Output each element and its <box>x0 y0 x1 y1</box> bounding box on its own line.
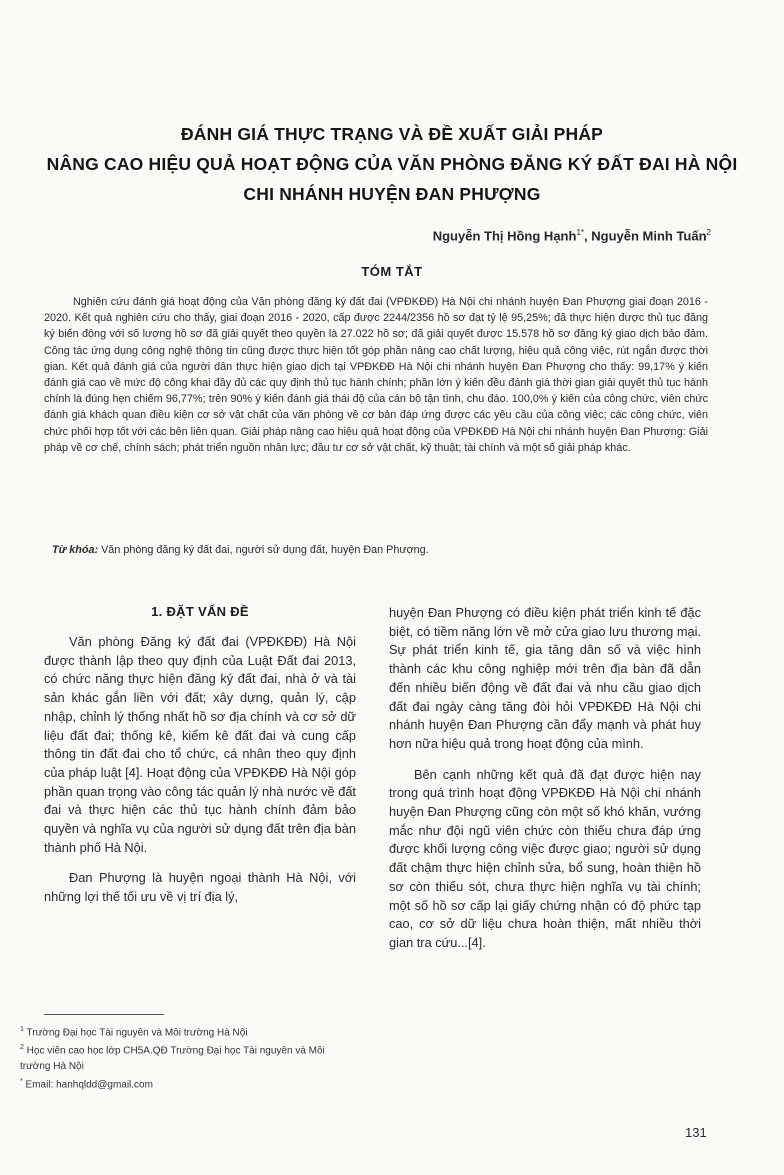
title-line-1: ĐÁNH GIÁ THỰC TRẠNG VÀ ĐỀ XUẤT GIẢI PHÁP <box>180 124 604 144</box>
title-line-2: NÂNG CAO HIỆU QUẢ HOẠT ĐỘNG CỦA VĂN PHÒNG ĐĂNG KÝ ĐẤT ĐAI HÀ NỘI <box>46 154 738 174</box>
footnote <box>20 1022 350 1040</box>
author-affiliation-marker: 1* <box>576 228 584 237</box>
abstract-heading: TÓM TẮT <box>361 264 423 279</box>
body-paragraph: huyện Đan Phượng có điều kiện phát triển kinh tế đặc biệt, có tiềm năng lớn về mở cửa giao lưu thương mại. Sự phát triển kinh tế, gia tăng dân số và việc hình thành các khu công nghiệp mới trên địa bàn đã dẫn đến nhiều biến động về đất đai và nhu cầu giao dịch đất đai ngày càng tăng đòi hỏi VPĐKĐĐ Hà Nội chi nhánh huyện Đan Phượng cần đẩy mạnh và phát huy hơn nữa hiệu quả trong hoạt động của mình. <box>389 605 701 751</box>
body-paragraph: Văn phòng Đăng ký đất đai (VPĐKĐĐ) Hà Nội được thành lập theo quy định của Luật Đất đai 2013, có chức năng thực hiện đăng ký đất đai, nhà ở và tài sản khác gắn liền với đất; xây dựng, quản lý, cập nhập, chỉnh lý thống nhất hồ sơ địa chính và cơ sở dữ liệu đất đai; thống kê, kiểm kê đất đai và cung cấp thông tin đất đai cho tổ chức, cá nhân theo quy định của pháp luật [4]. Hoạt động của VPĐKĐĐ Hà Nội góp phần quan trọng vào công tác quản lý nhà nước về đất đai và thực hiện các thủ tục hành chính đảm bảo quyền và nghĩa vụ của người sử dụng đất trên địa bàn thành phố Hà Nội. <box>44 634 356 855</box>
author-list <box>433 228 711 243</box>
right-column <box>389 604 701 965</box>
keywords-label: Từ khóa: <box>52 544 99 556</box>
title-line-3: CHI NHÁNH HUYỆN ĐAN PHƯỢNG <box>243 184 541 204</box>
keywords-text: Văn phòng đăng ký đất đai, người sử dụng đất, huyện Đan Phượng. <box>98 544 429 556</box>
body-paragraph: Bên cạnh những kết quả đã đạt được hiện nay trong quá trình hoạt động VPĐKĐĐ Hà Nội chi nhánh huyện Đan Phượng cũng còn một số khó khăn, vướng mắc như đội ngũ viên chức còn thiếu chưa đáp ứng được khối lượng công việc được giao; người sử dụng đất chậm thực hiện chỉnh sửa, bổ sung, hoàn thiện hồ sơ còn thiếu sót, chưa thực hiện nghĩa vụ tài chính; một số hồ sơ cấp lại giấy chứng nhận có độ phức tạp cao, cơ sở dữ liệu chưa hoàn thiện, mất nhiều thời gian tra cứu...[4]. <box>389 766 701 950</box>
footnote-divider <box>44 1014 164 1015</box>
keywords <box>44 542 716 558</box>
page-number: 131 <box>685 1125 707 1140</box>
footnote <box>20 1074 350 1092</box>
footnote-text: Trường Đại học Tài nguyên và Môi trường Hà Nội <box>23 1027 248 1039</box>
author-separator: , <box>584 228 592 244</box>
footnote <box>20 1040 350 1073</box>
author-name: Nguyễn Thị Hồng Hạnh <box>432 228 577 244</box>
footnote-marker: 2 <box>20 1044 24 1052</box>
footnote-text: Email: hanhqldd@gmail.com <box>22 1078 153 1090</box>
footnote-marker: 1 <box>20 1026 24 1033</box>
left-column <box>44 604 356 919</box>
section-heading: 1. ĐẶT VẤN ĐỀ <box>151 604 249 619</box>
article-title <box>20 119 764 209</box>
abstract-text: Nghiên cứu đánh giá hoạt động của Văn phòng đăng ký đất đai (VPĐKĐĐ) Hà Nội chi nhánh huyện Đan Phượng giai đoạn 2016 - 2020. Kết quả nghiên cứu cho thấy, giai đoạn 2016 - 2020, cấp được 2244/2356 hồ sơ đạt tỷ lệ 95,25%; đã thực hiện được thủ tục đăng ký biến động với số lượng hồ sơ đã giải quyết theo quyền là 27.022 hồ sơ; đã giải quyết được 15.578 hồ sơ đăng ký giao dịch bảo đảm. Công tác ứng dụng công nghệ thông tin cũng được thực hiện tốt góp phần nâng cao chất lượng, hiệu quả công việc, rút ngắn được thời gian. Kết quả đánh giá của người dân thực hiện giao dịch tại VPĐKĐĐ Hà Nội chi nhánh huyện Đan Phượng cho thấy: 99,17% ý kiến đánh giá cao về mức độ công khai đầy đủ các quy định thủ tục hành chính; phần lớn ý kiến đều đánh giá thời gian giải quyết thủ tục hành chính là đúng hẹn chiếm 96,77%; trên 90% ý kiến đánh giá thái độ của cán bộ tận tình, chu đáo. 100,0% ý kiến của công chức, viên chức đánh giá khách quan điều kiện cơ sở vật chất của văn phòng về cơ bản đáp ứng được các yêu cầu của công việc; các công chức, viên chức phối hợp tốt với các bên liên quan. Giải pháp nâng cao hiệu quả hoạt động của VPĐKĐĐ Hà Nội chi nhánh huyện Đan Phượng: Giải pháp về cơ chế, chính sách; phát triển nguồn nhân lực; đầu tư cơ sở vật chất, kỹ thuật; tài chính và một số giải pháp khác. <box>44 296 708 454</box>
author-name: Nguyễn Minh Tuấn <box>591 228 707 244</box>
body-paragraph: Đan Phượng là huyện ngoại thành Hà Nội, với những lợi thế tối ưu về vị trí địa lý, <box>44 870 356 905</box>
footnotes <box>20 1022 350 1092</box>
footnote-marker: * <box>20 1077 23 1085</box>
author-affiliation-marker: 2 <box>706 228 711 237</box>
footnote-text: Học viên cao học lớp CH5A.QĐ Trường Đại học Tài nguyên và Môi trường Hà Nội <box>20 1045 325 1072</box>
